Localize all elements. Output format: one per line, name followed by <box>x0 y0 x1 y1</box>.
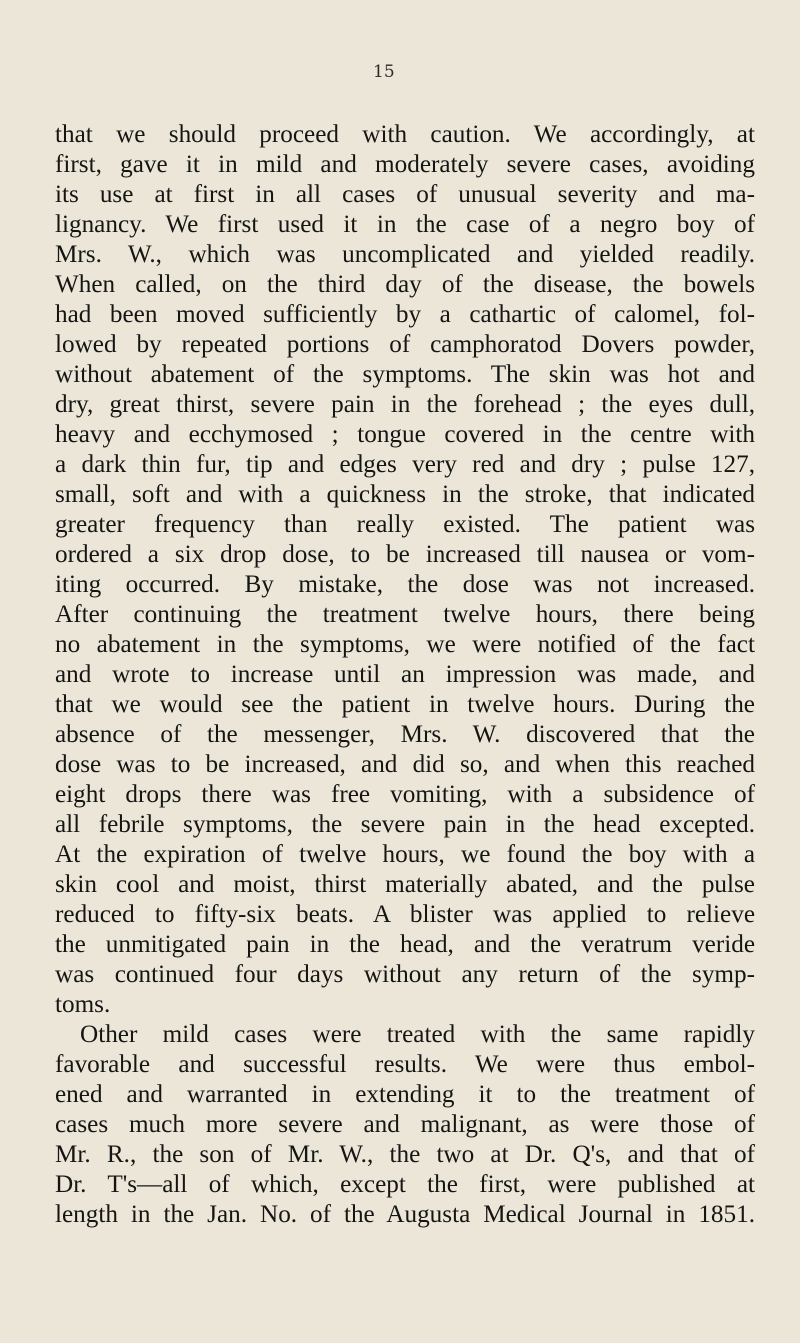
text-line: that we should proceed with caution. We accordingly, at <box>55 121 755 148</box>
text-line: skin cool and moist, thirst materially abated, and the pulse <box>55 871 755 898</box>
text-line: without abatement of the symptoms. The skin was hot and <box>55 361 755 388</box>
text-line: heavy and ecchymosed ; tongue covered in the centre with <box>55 421 755 448</box>
text-line: dose was to be increased, and did so, and when this reached <box>55 751 755 778</box>
text-line: lowed by repeated portions of camphoratod Dovers powder, <box>55 331 755 358</box>
text-line: iting occurred. By mistake, the dose was not increased. <box>55 571 755 598</box>
text-line: first, gave it in mild and moderately severe cases, avoiding <box>55 151 755 178</box>
text-line: Mr. R., the son of Mr. W., the two at Dr. Q's, and that of <box>55 1141 755 1168</box>
text-line: favorable and successful results. We were thus embol- <box>55 1051 755 1078</box>
text-line: At the expiration of twelve hours, we found the boy with a <box>55 841 755 868</box>
text-line: After continuing the treatment twelve hours, there being <box>55 601 755 628</box>
paragraph-end-line: toms. <box>55 991 111 1018</box>
text-line: reduced to fifty-six beats. A blister was applied to relieve <box>55 901 755 928</box>
text-line: cases much more severe and malignant, as were those of <box>55 1111 755 1138</box>
text-line: When called, on the third day of the disease, the bowels <box>55 271 755 298</box>
text-line: had been moved sufficiently by a cathartic of calomel, fol- <box>55 301 755 328</box>
text-line: length in the Jan. No. of the Augusta Medical Journal in 1851. <box>55 1201 755 1228</box>
text-line: no abatement in the symptoms, we were notified of the fact <box>55 631 755 658</box>
text-line: small, soft and with a quickness in the stroke, that indicated <box>55 481 755 508</box>
text-line: ened and warranted in extending it to the treatment of <box>55 1081 755 1108</box>
text-line: ordered a six drop dose, to be increased till nausea or vom- <box>55 541 755 568</box>
paragraph-first-line: Other mild cases were treated with the same rapidly <box>80 1021 755 1048</box>
text-line: a dark thin fur, tip and edges very red and dry ; pulse 127, <box>55 451 755 478</box>
text-line: its use at first in all cases of unusual severity and ma- <box>55 181 755 208</box>
text-line: eight drops there was free vomiting, with a subsidence of <box>55 781 755 808</box>
text-line: Mrs. W., which was uncomplicated and yielded readily. <box>55 241 755 268</box>
text-line: all febrile symptoms, the severe pain in the head excepted. <box>55 811 755 838</box>
text-line: and wrote to increase until an impression was made, and <box>55 661 755 688</box>
text-line: was continued four days without any return of the symp- <box>55 961 755 988</box>
text-line: dry, great thirst, severe pain in the forehead ; the eyes dull, <box>55 391 755 418</box>
text-line: the unmitigated pain in the head, and the veratrum veride <box>55 931 755 958</box>
text-line: absence of the messenger, Mrs. W. discovered that the <box>55 721 755 748</box>
page-number: 15 <box>373 62 395 82</box>
text-line: lignancy. We first used it in the case of a negro boy of <box>55 211 755 238</box>
text-line: Dr. T's—all of which, except the first, were published at <box>55 1171 755 1198</box>
text-line: that we would see the patient in twelve hours. During the <box>55 691 755 718</box>
text-line: greater frequency than really existed. The patient was <box>55 511 755 538</box>
